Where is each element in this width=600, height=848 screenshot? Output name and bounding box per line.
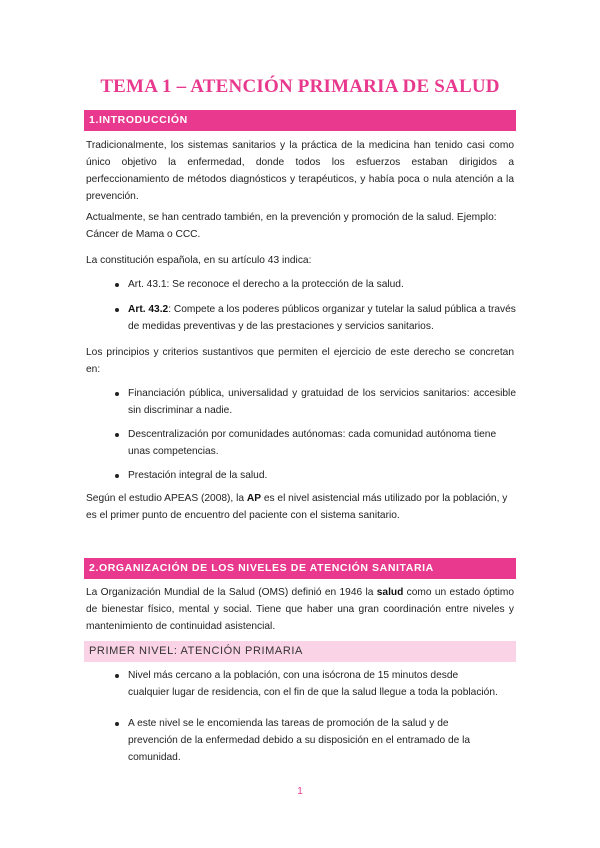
bullet-icon [115, 674, 119, 678]
article-43-2-text: : Compete a los poderes públicos organizar y tutelar la salud pública a través de medidas preventivas y de las prestaciones y servicios sanitarios. [128, 304, 516, 332]
article-43-1: Art. 43.1: Se reconoce el derecho a la protección de la salud. [128, 279, 404, 290]
intro-paragraph-1: Tradicionalmente, los sistemas sanitarios y la práctica de la medicina han tenido casi como único objetivo la enfermedad, donde todos los esfuerzos estaban dirigidos a perfeccionamiento de métodos diagnósticos y terapéuticos, y había poca o nula atención a la prevención. [86, 140, 514, 202]
ap-term: AP [246, 493, 261, 504]
paragraph-text: Según el estudio APEAS (2008), la [86, 493, 247, 504]
intro-paragraph-2: Actualmente, se han centrado también, en la prevención y promoción de la salud. Ejemplo: Cáncer de Mama o CCC. [86, 212, 497, 240]
paragraph-text: como un estado óptimo de bienestar físico, mental y social. Tiene que haber una gran coordinación entre niveles y mantenimiento de continuidad asistencial. [86, 587, 515, 632]
principle-item: Descentralización por comunidades autónomas: cada comunidad autónoma tiene unas competencias. [128, 429, 497, 457]
intro-paragraph-4: Los principios y criterios sustantivos que permiten el ejercicio de este derecho se concretan en: [86, 347, 514, 375]
bullet-icon [115, 722, 119, 726]
salud-term: salud [376, 587, 404, 598]
page-number: 1 [297, 786, 303, 797]
bullet-icon [115, 392, 119, 396]
section-heading-organizacion: 2.ORGANIZACIÓN DE LOS NIVELES DE ATENCIÓN SANITARIA [84, 558, 516, 579]
organizacion-paragraph-1 [86, 584, 514, 635]
primer-nivel-item: Nivel más cercano a la población, con una isócrona de 15 minutos desde cualquier lugar de residencia, con el fin de que la salud llegue a toda la población. [128, 670, 498, 698]
bullet-icon [115, 308, 119, 312]
intro-paragraph-5 [86, 490, 514, 524]
paragraph-text: La Organización Mundial de la Salud (OMS) definió en 1946 la [86, 587, 377, 598]
bullet-icon [115, 474, 119, 478]
bullet-icon [115, 433, 119, 437]
section-heading-introduccion: 1.INTRODUCCIÓN [84, 110, 516, 131]
paragraph-text: es el nivel asistencial más utilizado por la población, y es el primer punto de encuentro del paciente con el sistema sanitario. [86, 493, 508, 521]
article-43-2-label: Art. 43.2 [128, 304, 169, 315]
principle-item: Prestación integral de la salud. [128, 470, 268, 481]
intro-paragraph-3: La constitución española, en su artículo 43 indica: [86, 255, 312, 266]
primer-nivel-item: A este nivel se le encomienda las tareas de promoción de la salud y de prevención de la enfermedad debido a su disposición en el entramado de la comunidad. [128, 718, 471, 763]
principle-item: Financiación pública, universalidad y gratuidad de los servicios sanitarios: accesible sin discriminar a nadie. [128, 388, 516, 416]
bullet-icon [115, 283, 119, 287]
document-title: TEMA 1 – ATENCIÓN PRIMARIA DE SALUD [100, 76, 500, 97]
subsection-heading-primer-nivel: PRIMER NIVEL: ATENCIÓN PRIMARIA [84, 641, 516, 662]
article-43-2 [128, 301, 518, 335]
